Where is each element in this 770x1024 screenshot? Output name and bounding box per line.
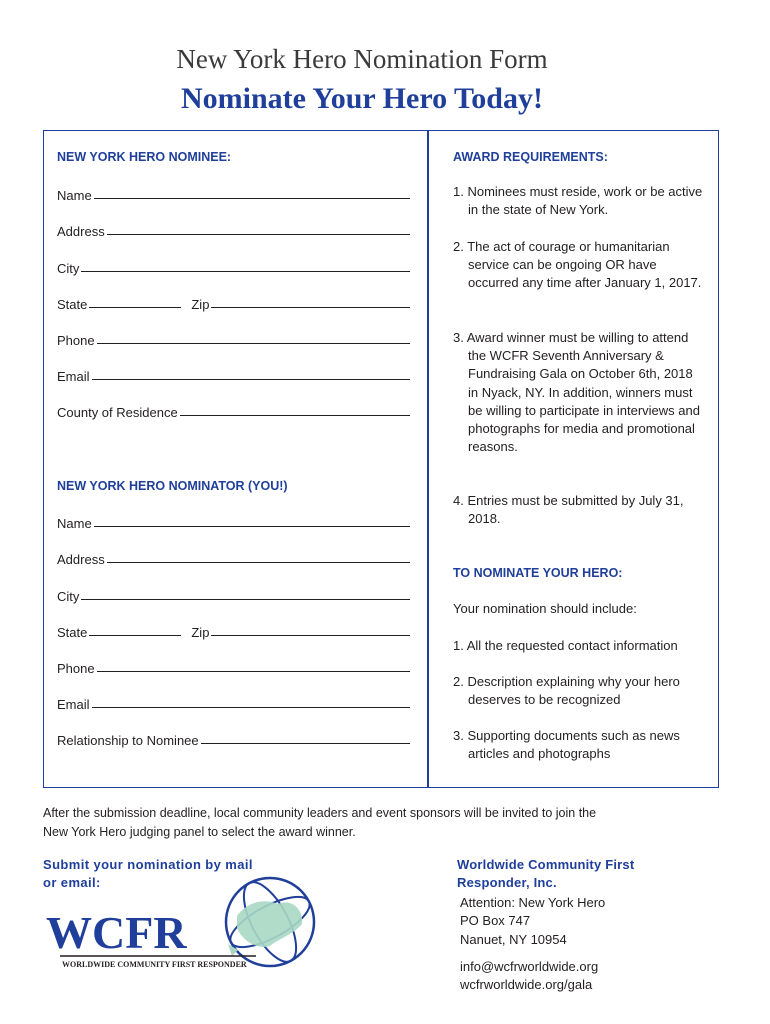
nomination-item: 2. Description explaining why your hero deserves to be recognized [453,674,680,708]
nominee-email-field[interactable] [57,366,410,384]
nominee-zip-input[interactable] [211,307,410,308]
nominee-zip-label: Zip [191,297,210,312]
logo-tagline: WORLDWIDE COMMUNITY FIRST RESPONDER [62,960,247,969]
nominator-email-label: Email [57,697,90,712]
nominee-state-zip-row [57,294,410,312]
nominee-address-label: Address [57,224,105,239]
to-nominate-intro: Your nomination should include: [453,601,637,616]
mailing-address: Attention: New York Hero PO Box 747 Nanuet, NY 10954 [460,895,606,947]
nominator-state-input[interactable] [89,635,181,636]
nominator-heading: NEW YORK HERO NOMINATOR (YOU!) [57,479,288,493]
nominee-city-label: City [57,261,80,276]
form-title: New York Hero Nomination Form [176,44,548,74]
nominator-name-field[interactable] [57,513,410,531]
requirement-item: 4. Entries must be submitted by July 31, 2018. [453,493,684,527]
nominee-email-label: Email [57,369,90,384]
nominator-address-label: Address [57,552,105,567]
nominee-heading: NEW YORK HERO NOMINEE: [57,150,232,164]
nomination-item: 3. Supporting documents such as news articles and photographs [453,728,680,762]
nominator-city-label: City [57,589,80,604]
judging-note: After the submission deadline, local community leaders and event sponsors will be invited to join the New York Hero judging panel to select the award winner. [43,806,597,839]
requirement-item: 2. The act of courage or humanitarian service can be ongoing OR have occurred any time after January 1, 2017. [453,239,702,291]
submit-instructions: Submit your nomination by mail or email: [43,857,253,890]
nominator-relationship-label: Relationship to Nominee [57,733,199,748]
email-link[interactable]: info@wcfrworldwide.org [460,959,599,974]
logo-wordmark: WCFR [46,907,187,958]
nominator-phone-field[interactable] [57,658,410,676]
nominee-county-field[interactable] [57,402,410,420]
nominee-city-field[interactable] [57,258,410,276]
nominee-name-label: Name [57,188,92,203]
nominator-state-zip-row [57,622,410,640]
nominee-name-field[interactable] [57,185,410,203]
nominator-zip-input[interactable] [211,635,410,636]
nominator-email-field[interactable] [57,694,410,712]
website-link[interactable]: wcfrworldwide.org/gala [460,977,593,993]
nominator-name-label: Name [57,516,92,531]
nominator-phone-label: Phone [57,661,95,676]
nominee-state-label: State [57,297,88,312]
to-nominate-heading: TO NOMINATE YOUR HERO: [453,566,623,580]
requirement-item: 1. Nominees must reside, work or be active in the state of New York. [453,184,703,218]
nominee-phone-field[interactable] [57,330,410,348]
nominator-city-field[interactable] [57,586,410,604]
nominator-state-label: State [57,625,88,640]
form-subtitle: Nominate Your Hero Today! [181,82,543,115]
requirements-heading: AWARD REQUIREMENTS: [453,150,608,164]
org-name: Worldwide Community First Responder, Inc. [457,857,635,890]
nominee-phone-label: Phone [57,333,95,348]
nominee-address-field[interactable] [57,221,410,239]
wcfr-logo [42,876,322,972]
nominator-address-field[interactable] [57,549,410,567]
nominee-state-input[interactable] [89,307,181,308]
nomination-item: 1. All the requested contact information [453,638,678,653]
nominee-county-label: County of Residence [57,405,178,420]
column-divider [427,130,429,788]
nominator-zip-label: Zip [191,625,210,640]
requirement-item: 3. Award winner must be willing to attend the WCFR Seventh Anniversary & Fundraising Gala on October 6th, 2018 in Nyack, NY. In addition, winners must be willing to participate in interviews and photographs for media and promotional reasons. [453,330,700,455]
contact-links [460,958,598,995]
nominator-relationship-field[interactable] [57,730,410,748]
